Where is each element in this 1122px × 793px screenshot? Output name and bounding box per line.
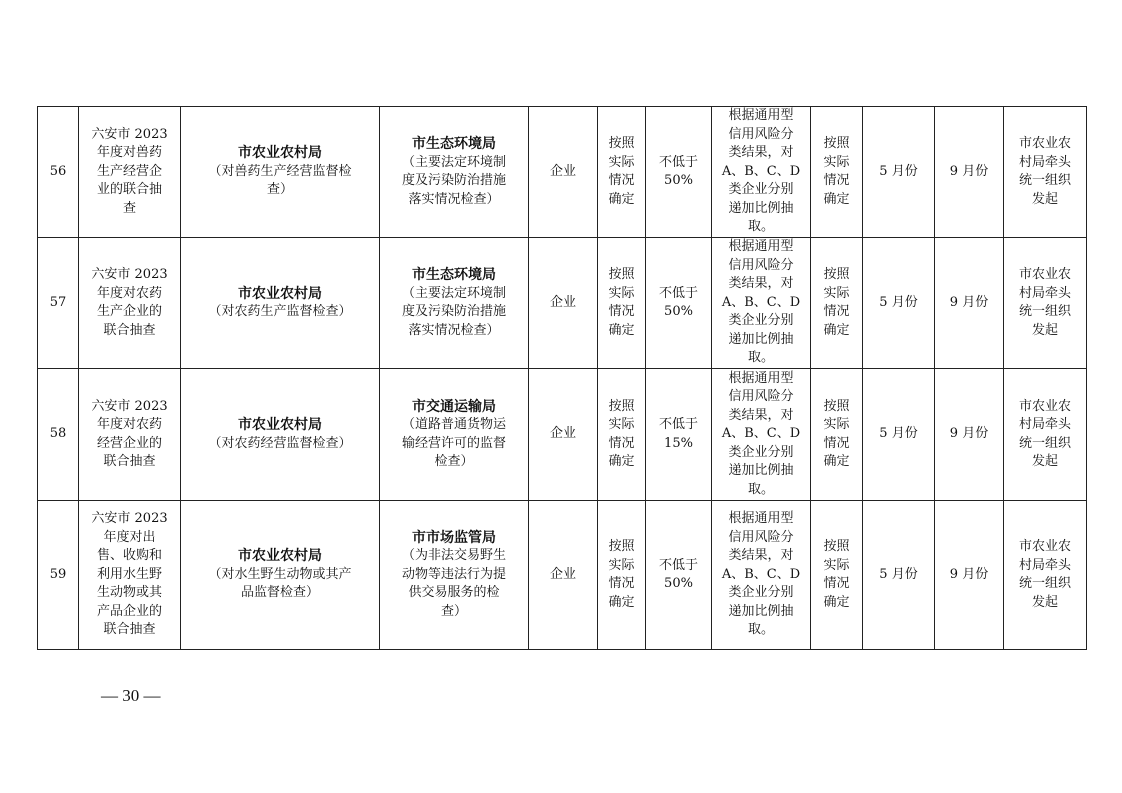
- inspection-method: 根据通用型 信用风险分 类结果，对 A、B、C、D 类企业分别 递加比例抽 取。: [712, 238, 811, 369]
- cooperating-scope: （为非法交易野生 动物等违法行为提 供交易服务的检 查）: [401, 548, 506, 619]
- end-time: 9 月份: [935, 501, 1004, 650]
- lead-department-cell: [181, 501, 380, 650]
- inspection-quantity: 按照 实际 情况 确定: [598, 369, 646, 501]
- remark: 市农业农 村局牵头 统一组织 发起: [1004, 238, 1087, 369]
- cooperating-department-cell: [380, 369, 529, 501]
- cooperating-department: 市交通运输局: [412, 398, 496, 415]
- inspection-object: 企业: [529, 369, 598, 501]
- inspection-method: 根据通用型 信用风险分 类结果，对 A、B、C、D 类企业分别 递加比例抽 取。: [712, 369, 811, 501]
- inspection-ratio: 不低于 15%: [646, 369, 712, 501]
- cooperating-department: 市生态环境局: [412, 267, 496, 283]
- cooperating-department: 市生态环境局: [412, 136, 496, 152]
- lead-department: 市农业农村局: [238, 548, 322, 565]
- lead-department: 市农业农村局: [238, 285, 322, 302]
- task-name: 六安市 2023 年度对农药 经营企业的 联合抽查: [79, 369, 181, 501]
- lead-department: 市农业农村局: [238, 417, 322, 433]
- start-time: 5 月份: [863, 107, 935, 238]
- lead-department: 市农业农村局: [238, 145, 322, 162]
- inspection-frequency: 按照 实际 情况 确定: [811, 369, 863, 501]
- end-time: 9 月份: [935, 369, 1004, 501]
- remark: 市农业农 村局牵头 统一组织 发起: [1004, 369, 1087, 501]
- end-time: 9 月份: [935, 107, 1004, 238]
- end-time: 9 月份: [935, 238, 1004, 369]
- row-number: 56: [38, 107, 79, 238]
- table-row: [38, 107, 1087, 238]
- inspection-object: 企业: [529, 501, 598, 650]
- lead-scope: （对农药生产监督检查）: [208, 304, 352, 319]
- inspection-object: 企业: [529, 238, 598, 369]
- row-number: 58: [38, 369, 79, 501]
- inspection-quantity: 按照 实际 情况 确定: [598, 107, 646, 238]
- inspection-frequency: 按照 实际 情况 确定: [811, 107, 863, 238]
- lead-scope: （对农药经营监督检查）: [208, 435, 352, 451]
- inspection-quantity: 按照 实际 情况 确定: [598, 501, 646, 650]
- inspection-table: [37, 106, 1087, 650]
- inspection-frequency: 按照 实际 情况 确定: [811, 501, 863, 650]
- table-row: [38, 369, 1087, 501]
- lead-scope: （对水生野生动物或其产 品监督检查）: [208, 566, 352, 601]
- cooperating-department-cell: [380, 107, 529, 238]
- lead-scope: （对兽药生产经营监督检 查）: [208, 163, 352, 198]
- lead-department-cell: [181, 238, 380, 369]
- cooperating-department-cell: [380, 501, 529, 650]
- inspection-ratio: 不低于 50%: [646, 107, 712, 238]
- page-number: — 30 —: [101, 686, 161, 705]
- inspection-method: 根据通用型 信用风险分 类结果，对 A、B、C、D 类企业分别 递加比例抽 取。: [712, 501, 811, 650]
- cooperating-scope: （主要法定环境制 度及污染防治措施 落实情况检查）: [401, 285, 506, 338]
- remark: 市农业农 村局牵头 统一组织 发起: [1004, 501, 1087, 650]
- start-time: 5 月份: [863, 369, 935, 501]
- cooperating-department: 市市场监管局: [412, 529, 496, 546]
- cooperating-department-cell: [380, 238, 529, 369]
- task-name: 六安市 2023 年度对兽药 生产经营企 业的联合抽 查: [79, 107, 181, 238]
- task-name: 六安市 2023 年度对出 售、收购和 利用水生野 生动物或其 产品企业的 联合抽查: [79, 501, 181, 650]
- lead-department-cell: [181, 107, 380, 238]
- start-time: 5 月份: [863, 238, 935, 369]
- remark: 市农业农 村局牵头 统一组织 发起: [1004, 107, 1087, 238]
- task-name: 六安市 2023 年度对农药 生产企业的 联合抽查: [79, 238, 181, 369]
- row-number: 59: [38, 501, 79, 650]
- cooperating-scope: （道路普通货物运 输经营许可的监督 检查）: [401, 417, 506, 469]
- inspection-ratio: 不低于 50%: [646, 238, 712, 369]
- inspection-frequency: 按照 实际 情况 确定: [811, 238, 863, 369]
- start-time: 5 月份: [863, 501, 935, 650]
- cooperating-scope: （主要法定环境制 度及污染防治措施 落实情况检查）: [401, 154, 506, 207]
- inspection-ratio: 不低于 50%: [646, 501, 712, 650]
- inspection-method: 根据通用型 信用风险分 类结果，对 A、B、C、D 类企业分别 递加比例抽 取。: [712, 107, 811, 238]
- inspection-object: 企业: [529, 107, 598, 238]
- row-number: 57: [38, 238, 79, 369]
- table-row: [38, 501, 1087, 650]
- table-row: [38, 238, 1087, 369]
- lead-department-cell: [181, 369, 380, 501]
- inspection-quantity: 按照 实际 情况 确定: [598, 238, 646, 369]
